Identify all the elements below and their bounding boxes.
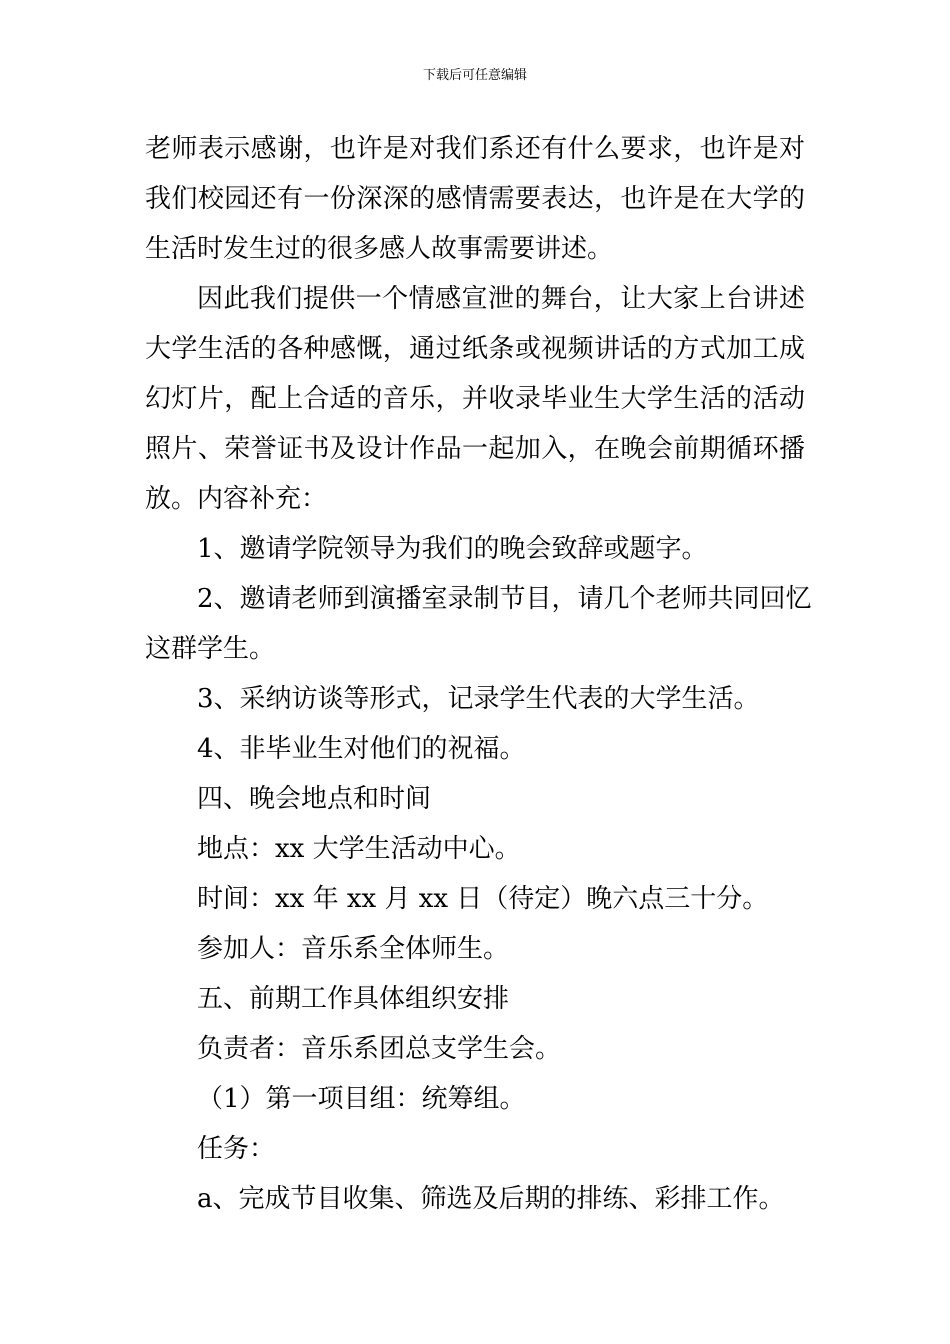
text-line: 老师表示感谢，也许是对我们系还有什么要求，也许是对 — [145, 134, 805, 164]
text-line: 时间：xx 年 xx 月 xx 日（待定）晚六点三十分。 — [197, 884, 769, 914]
text-line: 幻灯片，配上合适的音乐，并收录毕业生大学生活的活动 — [145, 384, 805, 414]
text-line: 这群学生。 — [145, 634, 276, 664]
text-line: 1、邀请学院领导为我们的晚会致辞或题字。 — [197, 534, 708, 564]
section-heading: 五、前期工作具体组织安排 — [197, 984, 510, 1014]
text-line: 我们校园还有一份深深的感情需要表达，也许是在大学的 — [145, 184, 805, 214]
text-line: 负责者：音乐系团总支学生会。 — [197, 1034, 562, 1064]
text-line: 2、邀请老师到演播室录制节目，请几个老师共同回忆 — [197, 584, 812, 614]
section-heading: 四、晚会地点和时间 — [197, 784, 432, 814]
text-line: 4、非毕业生对他们的祝福。 — [197, 734, 526, 764]
text-line: 照片、荣誉证书及设计作品一起加入，在晚会前期循环播 — [145, 434, 805, 464]
text-line: 因此我们提供一个情感宣泄的舞台，让大家上台讲述 — [197, 284, 805, 314]
text-line: 参加人：音乐系全体师生。 — [197, 934, 510, 964]
text-line: 任务： — [197, 1134, 276, 1164]
text-line: 地点：xx 大学生活动中心。 — [197, 834, 521, 864]
text-line: 大学生活的各种感慨，通过纸条或视频讲话的方式加工成 — [145, 334, 805, 364]
page-header: 下载后可任意编辑 — [422, 68, 527, 83]
text-line: a、完成节目收集、筛选及后期的排练、彩排工作。 — [197, 1184, 785, 1214]
text-line: 放。内容补充： — [145, 484, 328, 514]
text-line: （1）第一项目组：统筹组。 — [197, 1084, 526, 1114]
text-line: 生活时发生过的很多感人故事需要讲述。 — [145, 234, 614, 264]
text-line: 3、采纳访谈等形式，记录学生代表的大学生活。 — [197, 684, 760, 714]
